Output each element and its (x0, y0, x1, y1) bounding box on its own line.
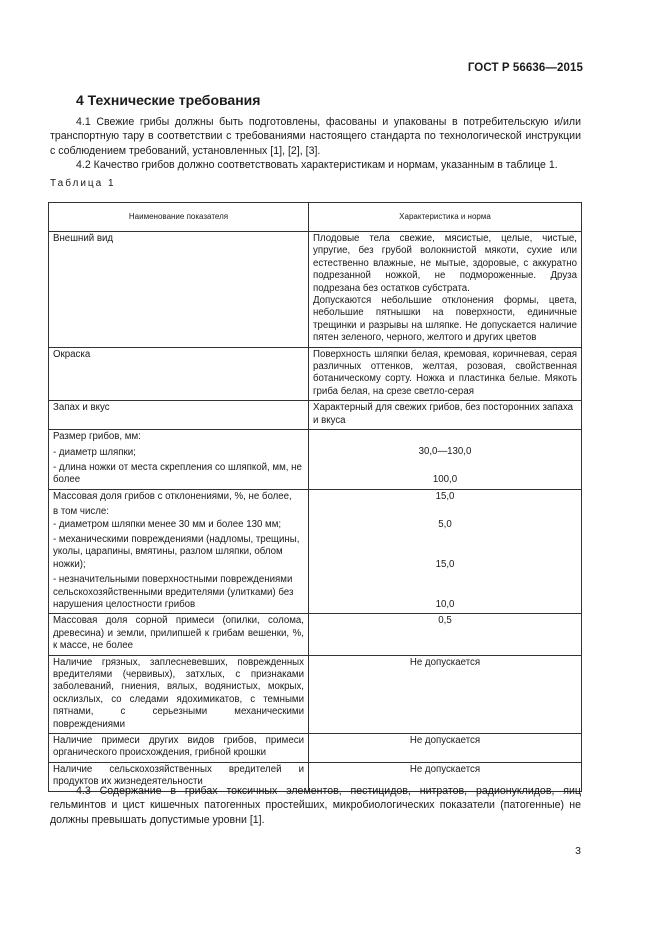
table-row (49, 489, 582, 614)
indicator-cell: Наличие примеси других видов грибов, примеси органического происхождения, грибной крошки (49, 734, 309, 763)
norm-value: 10,0 (435, 598, 455, 610)
sub-indicator: - механическими повреждениями (надломы, трещины, уколы, царапины, вмятины, разлом шляпки, облом ножки); (53, 533, 300, 570)
table-row (49, 614, 582, 655)
norm-cell: Поверхность шляпки белая, кремовая, коричневая, серая различных оттенков, желтая, розовая, свойственная ботаническому сорту. Ножка и пластинка белые. Мякоть гриба белая, на срезе светло-серая (309, 347, 582, 401)
norm-cell (309, 430, 582, 490)
paragraph-4-1: 4.1 Свежие грибы должны быть подготовлены, фасованы и упакованы в потребительскую и/или транспортную тару в соответствии с требованиями настоящего стандарта по технологической инструкции с соблюдением требований, установленных [1], [2], [3]. (50, 116, 581, 157)
table-row (49, 401, 582, 430)
indicator-label: Размер грибов, мм: (53, 431, 141, 443)
table-caption: Таблица 1 (50, 178, 116, 189)
norm-value: 30,0—130,0 (418, 446, 472, 458)
paragraph-4-3: 4.3 Содержание в грибах токсичных элементов, пестицидов, нитратов, радионуклидов, яиц гельминтов и цист кишечных патогенных простейших, микробиологических показатели (патогенные) не должны превышать допустимые уровни [1]. (50, 785, 581, 826)
norm-value: 15,0 (435, 490, 455, 502)
norm-value: 100,0 (432, 474, 458, 486)
paragraph-4-2: 4.2 Качество грибов должно соответствовать характеристикам и нормам, указанным в таблице 1. (76, 159, 558, 171)
sub-indicator: в том числе: (53, 506, 109, 518)
table-row (49, 232, 582, 348)
table-row (49, 734, 582, 763)
column-header-indicator: Наименование показателя (49, 203, 309, 232)
indicator-cell (49, 489, 309, 614)
sub-indicator: - длина ножки от места скрепления со шляпкой, мм, не более (53, 461, 302, 486)
norm-cell: Не допускается (309, 655, 582, 733)
norm-cell: 0,5 (309, 614, 582, 655)
sub-indicator: - диаметр шляпки; (53, 446, 136, 458)
section-title: 4 Технические требования (76, 92, 261, 108)
norm-cell: Характерный для свежих грибов, без посторонних запаха и вкуса (309, 401, 582, 430)
norm-text: Плодовые тела свежие, мясистые, целые, чистые, упругие, без грубой волокнистой мякоти, сухие или естественно влажные, не мытые, здоровые, с аккуратно подрезанной ножкой, не подмороженные. Друза подрезана без остатков субстрата. (313, 233, 577, 294)
sub-indicator: - незначительными поверхностными повреждениями сельскохозяйственными вредителями (улитками) без нарушения целостности грибов (53, 574, 294, 610)
norm-value: 15,0 (435, 558, 455, 570)
indicator-cell: Внешний вид (49, 232, 309, 348)
norm-cell: Не допускается (309, 734, 582, 763)
indicator-cell: Наличие сельскохозяйственных вредителей и продуктов их жизнедеятельности (49, 762, 309, 791)
norm-cell: Не допускается (309, 762, 582, 791)
norm-value: 5,0 (438, 518, 452, 530)
indicator-label: Массовая доля грибов с отклонениями, %, не более, (53, 490, 292, 502)
sub-indicator: - диаметром шляпки менее 30 мм и более 130 мм; (53, 518, 282, 530)
indicator-cell (49, 430, 309, 490)
norm-text-tolerance: Допускаются небольшие отклонения формы, цвета, небольшие пятнышки на поверхности, единичные трещинки и разрывы на шляпке. Не допускается наличие пятен зеленого, черного, желтого и других цветов (313, 295, 577, 344)
table-row (49, 655, 582, 733)
document-code: ГОСТ Р 56636—2015 (467, 62, 583, 74)
indicator-cell: Массовая доля сорной примеси (опилки, солома, древесина) и земли, прилипшей к грибам вешенки, %, к массе, не более (49, 614, 309, 655)
norm-cell (309, 232, 582, 348)
table-header-row (49, 203, 582, 232)
table-row (49, 347, 582, 401)
indicator-cell: Наличие грязных, заплесневевших, поврежденных вредителями (червивых), затхлых, с признаками заболеваний, гниения, вялых, водянистых, мокрых, осклизлых, со следами ядохимикатов, с темными пятнами, с серьезными механическими повреждениями (49, 655, 309, 733)
column-header-norm: Характеристика и норма (309, 203, 582, 232)
indicator-cell: Запах и вкус (49, 401, 309, 430)
page-number: 3 (575, 845, 581, 857)
norm-cell (309, 489, 582, 614)
indicator-cell: Окраска (49, 347, 309, 401)
table-row (49, 430, 582, 490)
requirements-table (48, 202, 582, 792)
